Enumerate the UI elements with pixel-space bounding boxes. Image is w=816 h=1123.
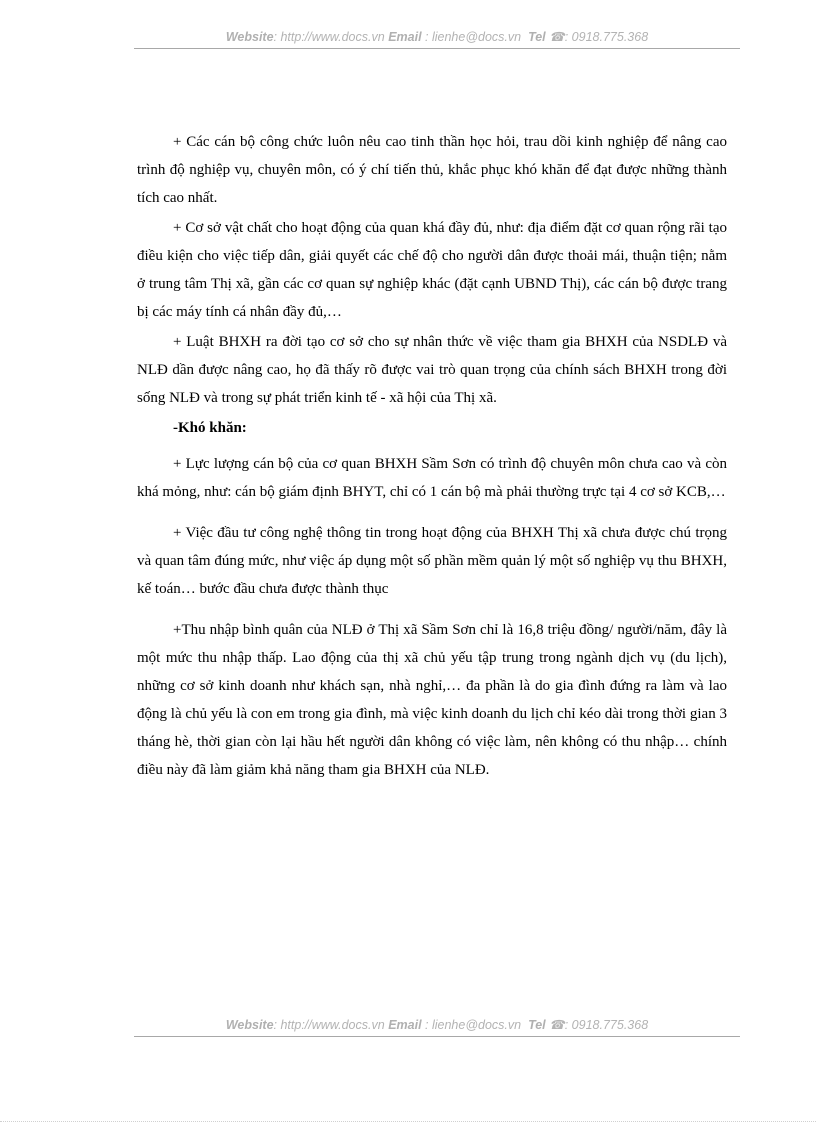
paragraph-4: + Lực lượng cán bộ của cơ quan BHXH Sầm Sơn có trình độ chuyên môn chưa cao và còn khá mỏng, như: cán bộ giám định BHYT, chỉ có 1 cán bộ mà phải thường trực tại 4 cơ sở KCB,… — [137, 456, 727, 500]
footer-tel-label: Tel — [528, 1018, 546, 1032]
phone-icon: ☎ — [549, 30, 565, 44]
footer-website-label: Website — [225, 1018, 274, 1032]
paragraph-6: +Thu nhập bình quân của NLĐ ở Thị xã Sầm Sơn chỉ là 16,8 triệu đồng/ người/năm, đây là một mức thu nhập thấp. Lao động của thị xã chủ yếu tập trung trong ngành dịch vụ (du lịch), những cơ sở kinh doanh như khách sạn, nhà nghỉ,… đa phần là do gia đình đứng ra làm và lao động là chủ yếu là con em trong gia đình, mà việc kinh doanh du lịch chỉ kéo dài trong thời gian 3 tháng hè, thời gian còn lại hầu hết người dân không có việc làm, nên không có thu nhập… chính điều này đã làm giảm khả năng tham gia BHXH của NLĐ. — [137, 622, 727, 778]
page-header — [134, 29, 740, 44]
header-tel-label: Tel — [528, 30, 546, 44]
header-tel-value: : 0918.775.368 — [564, 30, 649, 44]
header-website-value: : http://www.docs.vn — [273, 30, 385, 44]
paragraph-3: + Luật BHXH ra đời tạo cơ sở cho sự nhân thức về việc tham gia BHXH của NSDLĐ và NLĐ dần được nâng cao, họ đã thấy rõ được vai trò quan trọng của chính sách BHXH trong đời sống NLĐ và trong sự phát triển kinh tế - xã hội của Thị xã. — [137, 334, 727, 406]
page-footer — [134, 1017, 740, 1032]
header-email-value: : lienhe@docs.vn — [425, 30, 522, 44]
footer-email-value: : lienhe@docs.vn — [425, 1018, 522, 1032]
paragraph-1: + Các cán bộ công chức luôn nêu cao tinh thần học hỏi, trau dồi kinh nghiệp để nâng cao trình độ nghiệp vụ, chuyên môn, có ý chí tiến thủ, khắc phục khó khăn để đạt được những thành tích cao nhất. — [137, 134, 727, 206]
header-email-label: Email — [388, 30, 422, 44]
phone-icon: ☎ — [549, 1018, 565, 1032]
paragraph-2: + Cơ sở vật chất cho hoạt động của quan khá đầy đủ, như: địa điểm đặt cơ quan rộng rãi tạo điều kiện cho việc tiếp dân, giải quyết các chế độ cho người dân được thoải mái, thuận tiện; nằm ở trung tâm Thị xã, gần các cơ quan sự nghiệp khác (đặt cạnh UBND Thị), các cán bộ được trang bị các máy tính cá nhân đầy đủ,… — [137, 220, 727, 320]
header-divider — [134, 48, 740, 49]
header-website-label: Website — [225, 30, 274, 44]
footer-tel-value: : 0918.775.368 — [564, 1018, 649, 1032]
paragraph-5: + Việc đầu tư công nghệ thông tin trong hoạt động của BHXH Thị xã chưa được chú trọng và quan tâm đúng mức, như việc áp dụng một số phần mềm quản lý một số nghiệp vụ thu BHXH, kế toán… bước đầu chưa được thành thục — [137, 525, 727, 597]
section-heading-difficulties: -Khó khăn: — [173, 420, 247, 436]
page-edge-divider — [0, 1121, 816, 1122]
document-body — [137, 128, 727, 784]
footer-divider — [134, 1036, 740, 1037]
footer-email-label: Email — [388, 1018, 422, 1032]
footer-website-value: : http://www.docs.vn — [273, 1018, 385, 1032]
